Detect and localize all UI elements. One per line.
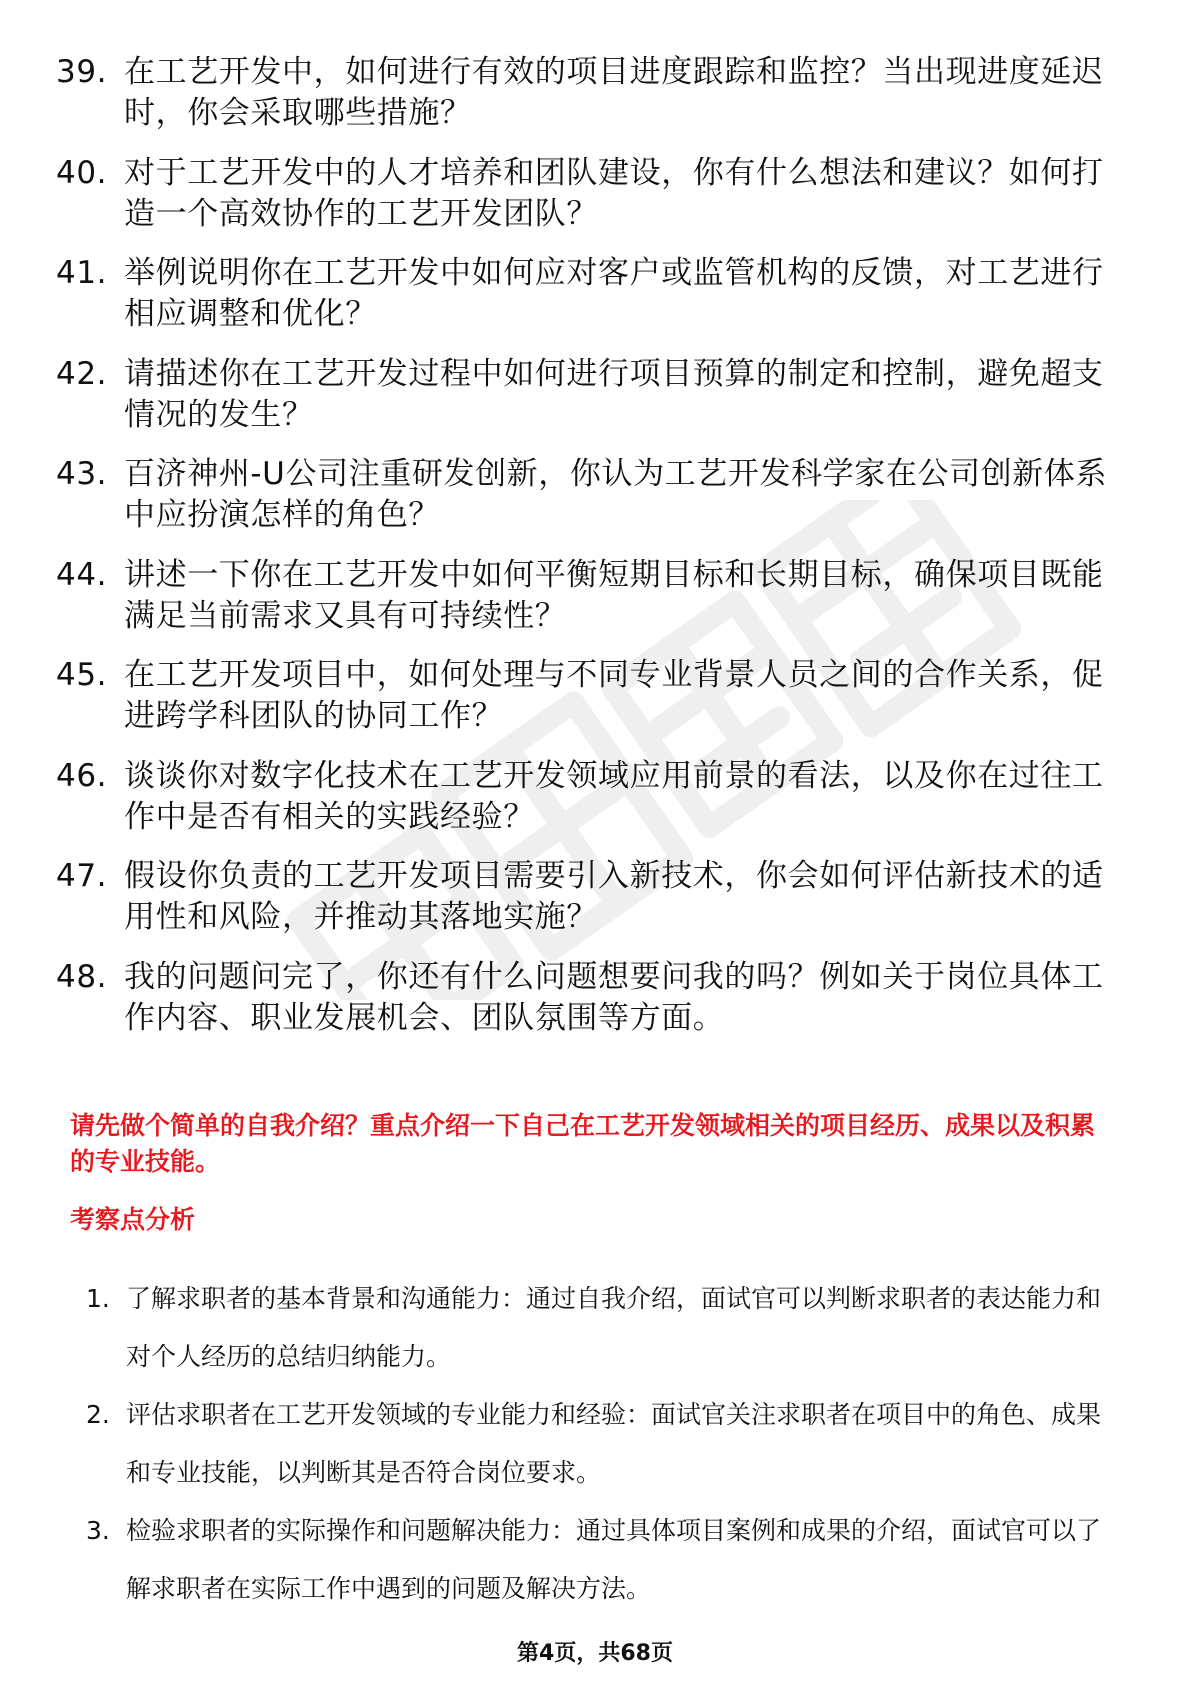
list-item bbox=[56, 153, 1116, 235]
question-text: 谈谈你对数字化技术在工艺开发领域应用前景的看法，以及你在过往工作中是否有相关的实践经验？ bbox=[124, 757, 1104, 835]
list-item bbox=[56, 655, 1116, 737]
question-number: 45. bbox=[56, 657, 108, 693]
question-number: 46. bbox=[56, 757, 108, 794]
question-list bbox=[56, 52, 1116, 1057]
question-number: 41. bbox=[56, 255, 108, 291]
question-number: 42. bbox=[56, 355, 108, 392]
list-item bbox=[56, 354, 1116, 436]
question-text: 讲述一下你在工艺开发中如何平衡短期目标和长期目标，确保项目既能满足当前需求又具有可持续性？ bbox=[124, 556, 1104, 634]
list-item bbox=[56, 454, 1116, 536]
list-item bbox=[86, 1502, 1116, 1618]
list-item bbox=[56, 253, 1116, 335]
analysis-number: 2. bbox=[86, 1400, 110, 1429]
list-item bbox=[86, 1386, 1116, 1502]
question-number: 40. bbox=[56, 154, 108, 191]
interview-prompt: 请先做个简单的自我介绍？重点介绍一下自己在工艺开发领域相关的项目经历、成果以及积累的专业技能。 bbox=[70, 1111, 1096, 1176]
question-text: 请描述你在工艺开发过程中如何进行项目预算的制定和控制，避免超支情况的发生？ bbox=[124, 355, 1104, 433]
question-text: 我的问题问完了，你还有什么问题想要问我的吗？例如关于岗位具体工作内容、职业发展机会、团队氛围等方面。 bbox=[124, 958, 1104, 1036]
question-number: 44. bbox=[56, 556, 108, 593]
question-text: 举例说明你在工艺开发中如何应对客户或监管机构的反馈，对工艺进行相应调整和优化？ bbox=[124, 255, 1104, 332]
analysis-number: 3. bbox=[86, 1516, 110, 1545]
list-item bbox=[86, 1270, 1116, 1386]
analysis-text: 了解求职者的基本背景和沟通能力：通过自我介绍，面试官可以判断求职者的表达能力和对个人经历的总结归纳能力。 bbox=[126, 1284, 1102, 1371]
list-item bbox=[56, 957, 1116, 1039]
question-text: 假设你负责的工艺开发项目需要引入新技术，你会如何评估新技术的适用性和风险，并推动其落地实施？ bbox=[124, 858, 1104, 935]
analysis-text: 评估求职者在工艺开发领域的专业能力和经验：面试官关注求职者在项目中的角色、成果和专业技能，以判断其是否符合岗位要求。 bbox=[126, 1400, 1102, 1487]
question-number: 47. bbox=[56, 858, 108, 894]
page-footer: 第4页，共68页 bbox=[517, 1641, 673, 1666]
question-text: 在工艺开发项目中，如何处理与不同专业背景人员之间的合作关系，促进跨学科团队的协同工作？ bbox=[124, 657, 1104, 734]
list-item bbox=[56, 555, 1116, 637]
list-item bbox=[56, 856, 1116, 938]
analysis-list bbox=[86, 1270, 1116, 1618]
analysis-number: 1. bbox=[86, 1284, 110, 1313]
question-text: 对于工艺开发中的人才培养和团队建设，你有什么想法和建议？如何打造一个高效协作的工艺开发团队？ bbox=[124, 154, 1104, 232]
list-item bbox=[56, 756, 1116, 838]
question-text: 在工艺开发中，如何进行有效的项目进度跟踪和监控？当出现进度延迟时，你会采取哪些措施？ bbox=[124, 54, 1104, 131]
question-number: 48. bbox=[56, 958, 108, 995]
analysis-text: 检验求职者的实际操作和问题解决能力：通过具体项目案例和成果的介绍，面试官可以了解求职者在实际工作中遇到的问题及解决方法。 bbox=[126, 1516, 1102, 1603]
question-number: 43. bbox=[56, 456, 108, 492]
question-text: 百济神州-U公司注重研发创新，你认为工艺开发科学家在公司创新体系中应扮演怎样的角色？ bbox=[124, 456, 1108, 533]
list-item bbox=[56, 52, 1116, 134]
question-number: 39. bbox=[56, 54, 108, 90]
section-title: 考察点分析 bbox=[70, 1205, 196, 1234]
